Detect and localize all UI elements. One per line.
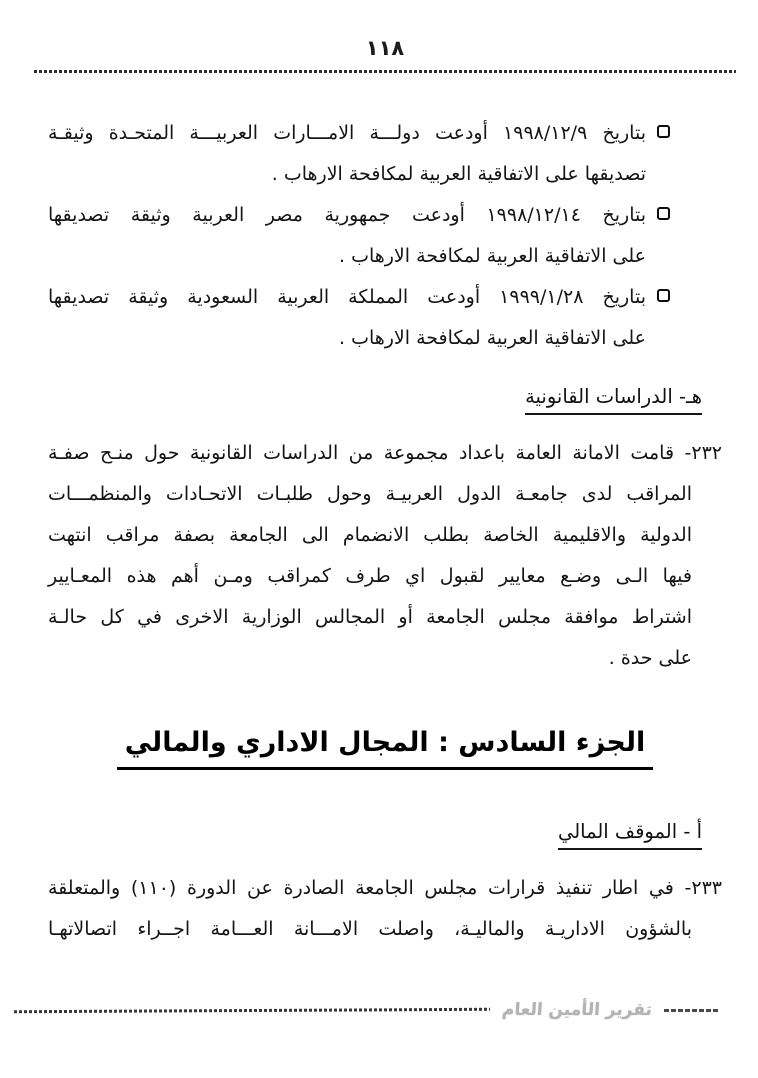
paragraph-text: في اطار تنفيذ قرارات مجلس الجامعة الصادرة عن الدورة (١١٠) والمتعلقة xyxy=(48,877,674,899)
paragraph-number: ٢٣٢- xyxy=(684,442,722,464)
bullet-line: على الاتفاقية العربية لمكافحة الارهاب . xyxy=(338,245,646,267)
list-item xyxy=(48,277,670,359)
list-item-text xyxy=(48,113,646,195)
page-footer xyxy=(14,1000,720,1020)
section-heading-financial-position xyxy=(48,820,702,850)
paragraph-line: الدولية والاقليمية الخاصة بطلب الانضمام الى الجامعة بصفة مراقب انتهت xyxy=(48,524,692,546)
ratification-list xyxy=(48,113,722,359)
header-divider xyxy=(34,70,736,73)
paragraph-line xyxy=(48,433,722,474)
paragraph-line: بالشؤون الاداريـة والماليـة، واصلت الامـــانة العـــامة اجــراء اتصالاتهـا xyxy=(48,918,692,940)
part-six-title xyxy=(48,727,722,770)
square-bullet-icon xyxy=(657,289,670,302)
square-bullet-icon xyxy=(657,125,670,138)
footer-stamp: تقرير الأمين العام xyxy=(501,1000,653,1020)
paragraph-233 xyxy=(48,868,722,950)
part-six-title-label: الجزء السادس : المجال الاداري والمالي xyxy=(117,727,654,770)
list-item-text xyxy=(48,195,646,277)
bullet-line: بتاريخ ١٩٩٨/١٢/١٤ أودعت جمهورية مصر العربية وثيقة تصديقها xyxy=(48,204,647,226)
bullet-line: تصديقها على الاتفاقية العربية لمكافحة الارهاب . xyxy=(271,163,646,185)
paragraph-line xyxy=(48,868,722,909)
bullet-line: بتاريخ ١٩٩٩/١/٢٨ أودعت المملكة العربية السعودية وثيقة تصديقها xyxy=(48,286,646,308)
bullet-line: على الاتفاقية العربية لمكافحة الارهاب . xyxy=(338,327,646,349)
section-heading-label: هـ- الدراسات القانونية xyxy=(525,385,702,415)
bullet-line: بتاريخ ١٩٩٨/١٢/٩ أودعت دولـــة الامـــارات العربيـــة المتحـدة وثيقـة xyxy=(48,122,646,144)
paragraph-line: على حدة . xyxy=(608,647,692,669)
square-bullet-icon xyxy=(657,207,670,220)
paragraph-text: قامت الامانة العامة باعداد مجموعة من الدراسات القانونية حول منـح صفـة xyxy=(48,442,675,464)
paragraph-line: فيها الـى وضـع معايير لقبول اي طرف كمراقب ومـن أهم هذه المعـايير xyxy=(48,565,692,587)
list-item xyxy=(48,195,670,277)
paragraph-line: اشتراط موافقة مجلس الجامعة أو المجالس الوزارية الاخرى في كل حالـة xyxy=(48,606,692,628)
section-heading-legal-studies xyxy=(48,385,702,415)
list-item-text xyxy=(48,277,646,359)
section-heading-label: أ - الموقف المالي xyxy=(558,820,702,850)
paragraph-232 xyxy=(48,433,722,679)
paragraph-line: المراقب لدى جامعـة الدول العربيـة وحول طلبـات الاتحـادات والمنظمـــات xyxy=(48,483,692,505)
list-item xyxy=(48,113,670,195)
footer-divider xyxy=(14,1007,490,1012)
paragraph-number: ٢٣٣- xyxy=(684,877,722,899)
page-number: ١١٨ xyxy=(365,36,405,60)
footer-dash xyxy=(664,1009,720,1012)
